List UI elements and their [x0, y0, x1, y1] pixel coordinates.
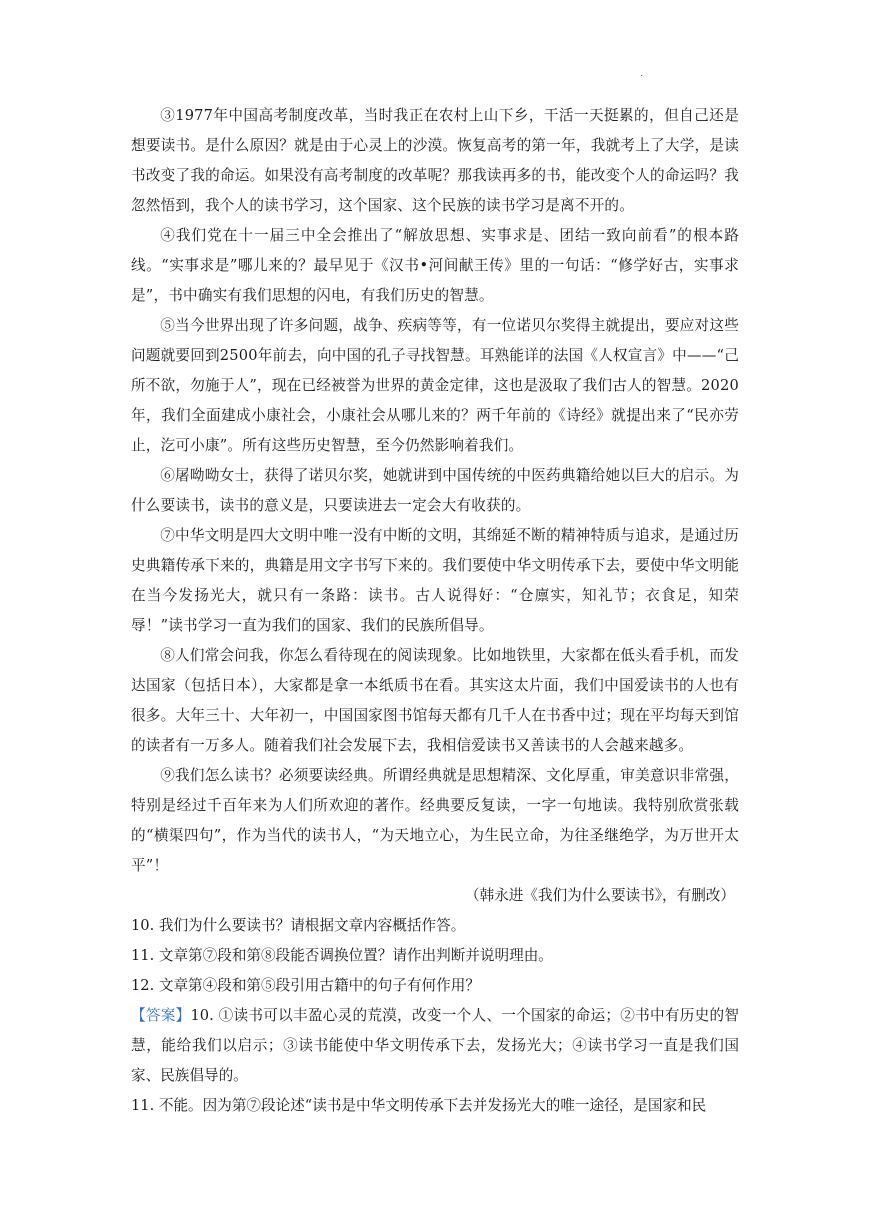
article-source: （韩永进《我们为什么要读书》，有删改） [465, 887, 735, 904]
question-10: 10. 我们为什么要读书？请根据文章内容概括作答。 [131, 917, 466, 934]
page-marker: · [640, 70, 644, 81]
paragraph-9: ⑨我们怎么读书？必须要读经典。所谓经典就是思想精深、文化厚重，审美意识非常强，特别是经过千百年来为人们所欢迎的著作。经典要反复读，一字一句地读。我特别欣赏张载的“横渠四句”，作为当代的读书人，“为天地立心，为生民立命，为往圣继绝学，为万世开太平”！ [131, 767, 739, 874]
answer-10 [131, 1001, 739, 1091]
paragraph-8: ⑧人们常会问我，你怎么看待现在的阅读现象。比如地铁里，大家都在低头看手机，而发达国家（包括日本），大家都是拿一本纸质书在看。其实这太片面，我们中国爱读书的人也有很多。大年三十、大年初一，中国国家图书馆每天都有几千人在书香中过；现在平均每天到馆的读者有一万多人。随着我们社会发展下去，我相信爱读书又善读书的人会越来越多。 [131, 647, 739, 754]
answer-10-text: 10. ①读书可以丰盈心灵的荒漠，改变一个人、一个国家的命运；②书中有历史的智慧，能给我们以启示；③读书能使中华文明传承下去，发扬光大；④读书学习一直是我们国家、民族倡导的。 [131, 1007, 739, 1084]
paragraph-6: ⑥屠呦呦女士，获得了诺贝尔奖，她就讲到中国传统的中医药典籍给她以巨大的启示。为什么要读书，读书的意义是，只要读进去一定会大有收获的。 [131, 467, 739, 514]
question-12: 12. 文章第④段和第⑤段引用古籍中的句子有何作用？ [131, 977, 480, 994]
paragraph-5: ⑤当今世界出现了许多问题，战争、疾病等等，有一位诺贝尔奖得主就提出，要应对这些问题就要回到2500年前去，向中国的孔子寻找智慧。耳熟能详的法国《人权宣言》中——“己所不欲，勿施于人”，现在已经被誉为世界的黄金定律，这也是汲取了我们古人的智慧。2020年，我们全面建成小康社会，小康社会从哪儿来的？两千年前的《诗经》就提出来了“民亦劳止，汔可小康”。所有这些历史智慧，至今仍然影响着我们。 [131, 317, 739, 454]
paragraph-7: ⑦中华文明是四大文明中唯一没有中断的文明，其绵延不断的精神特质与追求，是通过历史典籍传承下来的，典籍是用文字书写下来的。我们要使中华文明传承下去，要使中华文明能在当今发扬光大，就只有一条路：读书。古人说得好：“仓廪实，知礼节；衣食足，知荣辱！”读书学习一直为我们的国家、我们的民族所倡导。 [131, 527, 739, 634]
paragraph-3: ③1977年中国高考制度改革，当时我正在农村上山下乡，干活一天挺累的，但自己还是想要读书。是什么原因？就是由于心灵上的沙漠。恢复高考的第一年，我就考上了大学，是读书改变了我的命运。如果没有高考制度的改革呢？那我读再多的书，能改变个人的命运吗？我忽然悟到，我个人的读书学习，这个国家、这个民族的读书学习是离不开的。 [131, 107, 739, 214]
question-11: 11. 文章第⑦段和第⑧段能否调换位置？请作出判断并说明理由。 [131, 947, 553, 964]
answer-11: 11. 不能。因为第⑦段论述“读书是中华文明传承下去并发扬光大的唯一途径，是国家和民 [131, 1097, 707, 1114]
document-body [131, 101, 739, 1121]
answer-tag: 【答案】 [131, 1007, 191, 1024]
paragraph-4: ④我们党在十一届三中全会推出了“解放思想、实事求是、团结一致向前看”的根本路线。“实事求是”哪儿来的？最早见于《汉书•河间献王传》里的一句话：“修学好古，实事求是”，书中确实有我们思想的闪电，有我们历史的智慧。 [131, 227, 739, 304]
